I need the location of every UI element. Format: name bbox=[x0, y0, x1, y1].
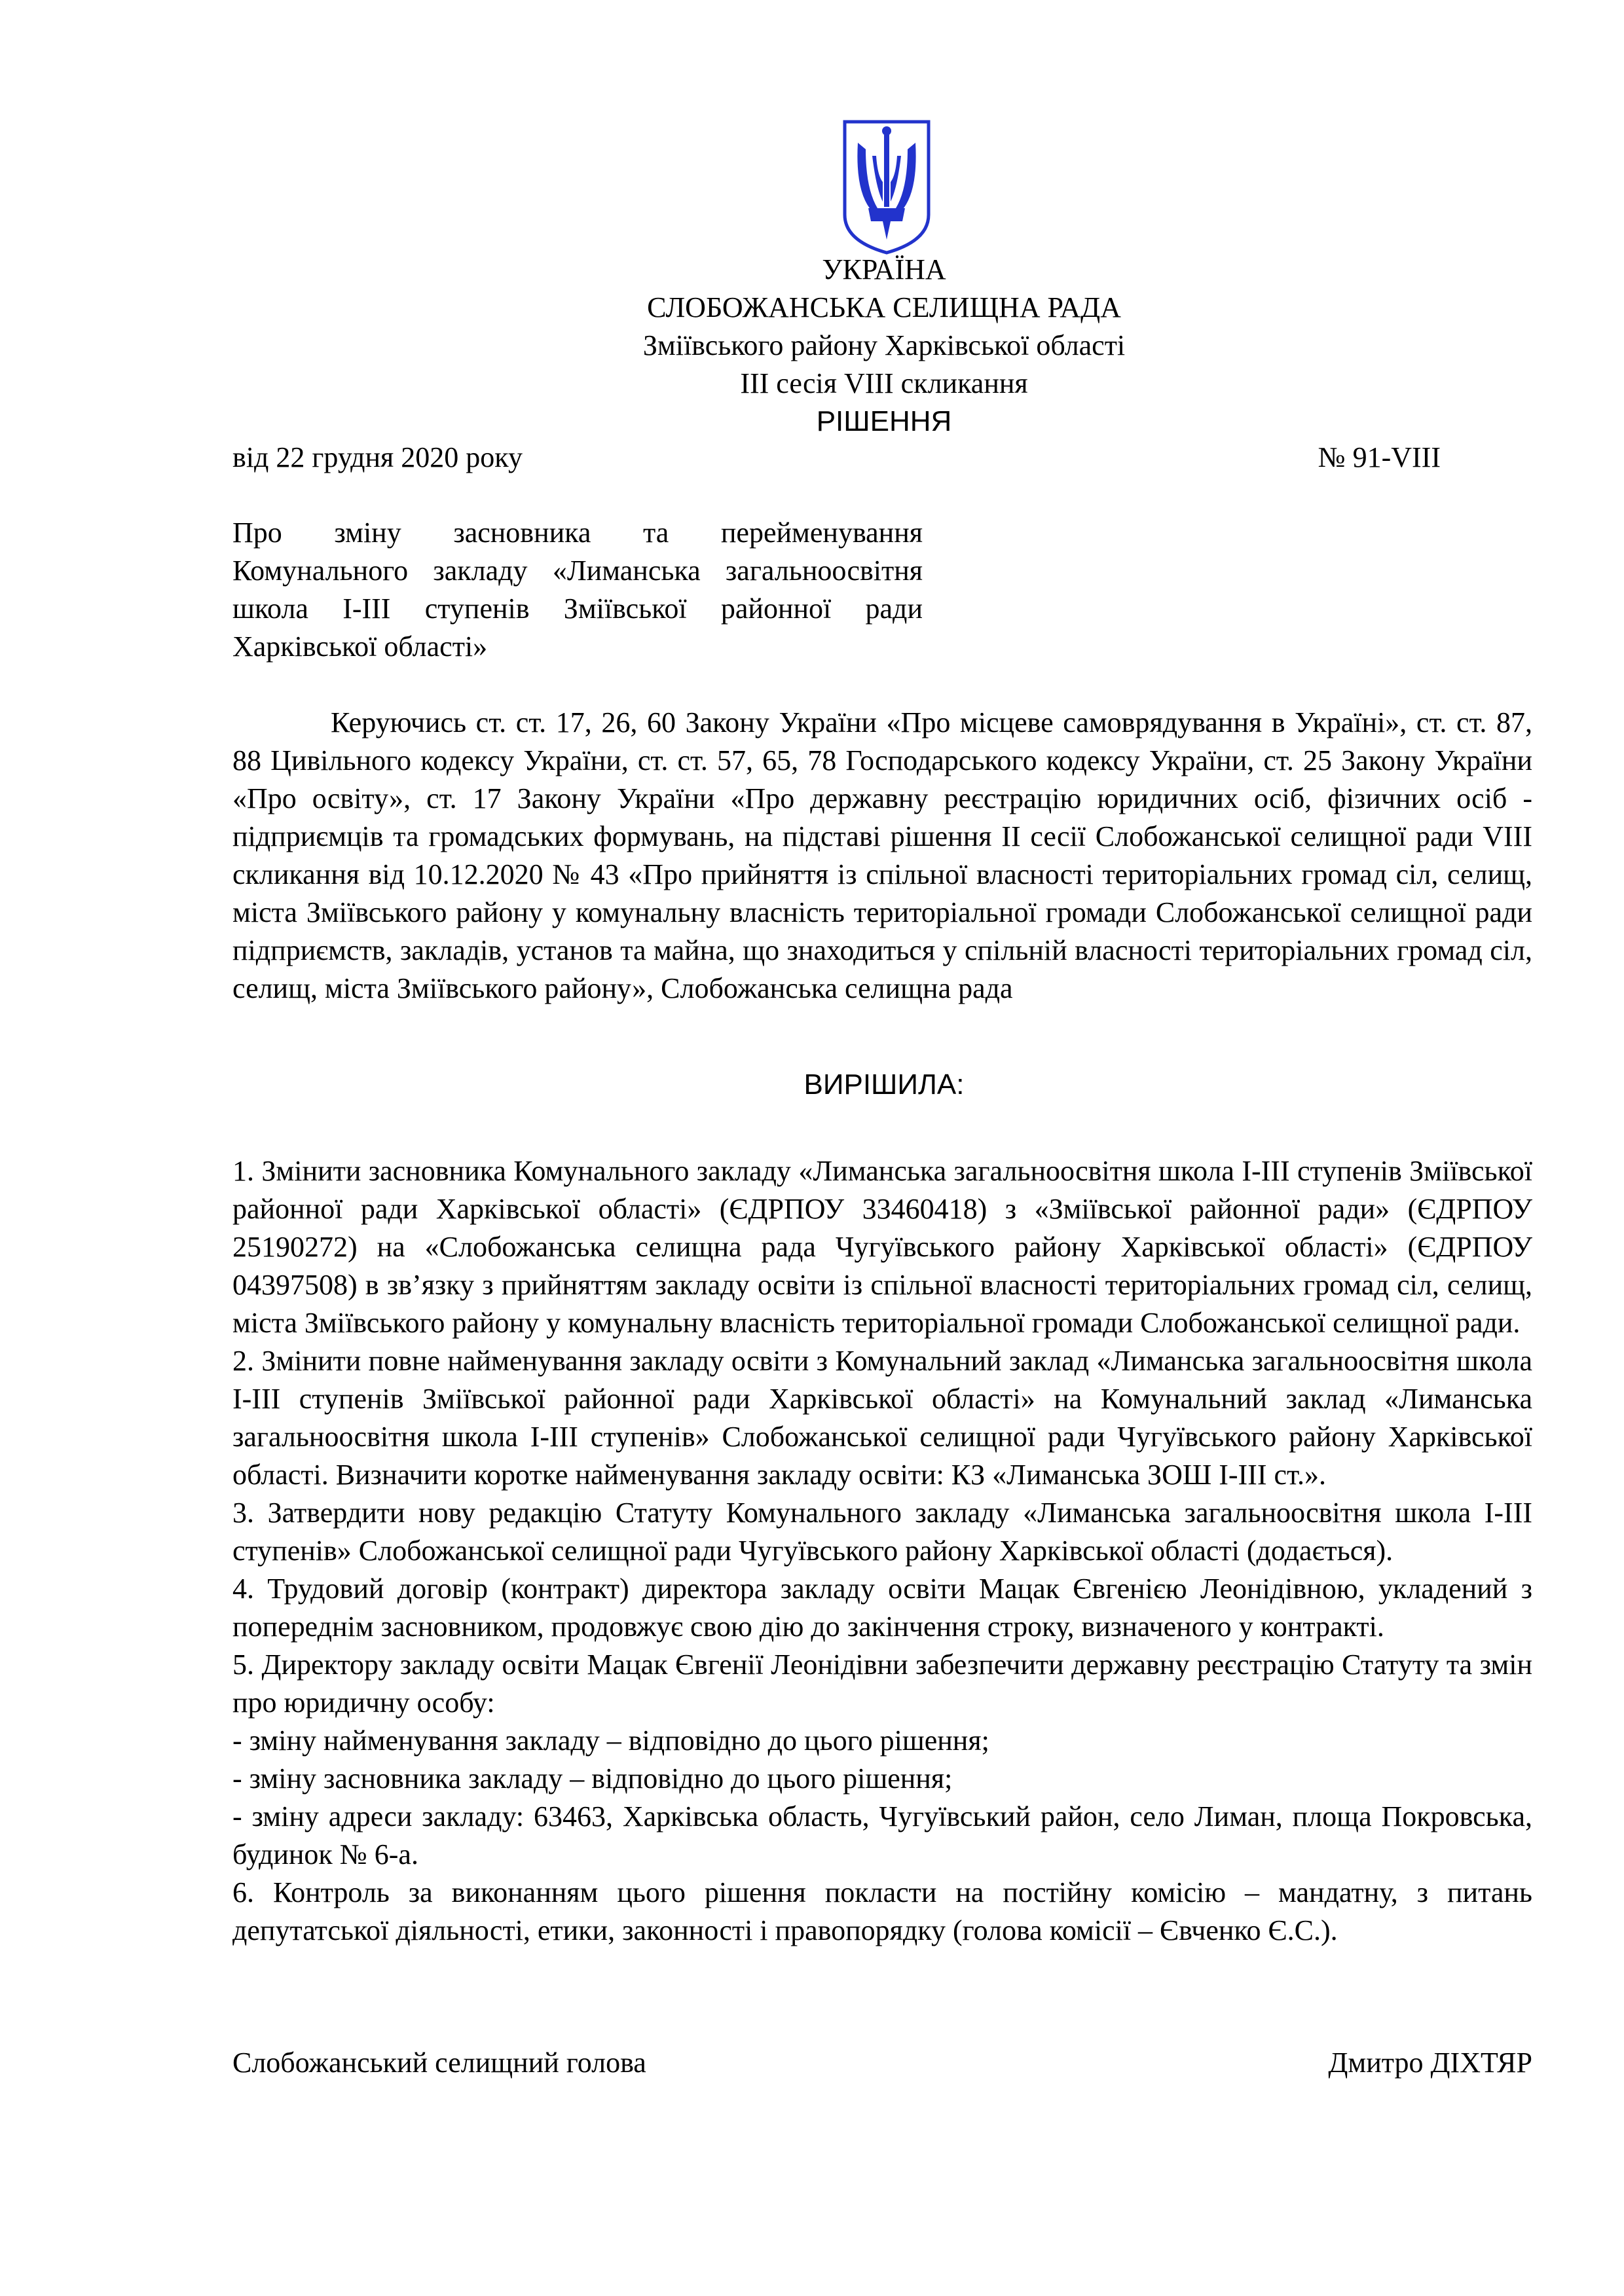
decision-subitem-address: - зміну адреси закладу: 63463, Харківська область, Чугуївський район, село Лиман, площа Покровська, будинок № 6-а. bbox=[232, 1800, 1532, 1870]
decision-item-6: 6. Контроль за виконанням цього рішення покласти на постійну комісію – мандатну, з питань депутатської діяльності, етики, законності і правопорядку (голова комісії – Євченко Є.С.). bbox=[232, 1876, 1532, 1946]
decision-subject: Про зміну засновника та перейменування Комунального закладу «Лиманська загальноосвітня школа І-ІІІ ступенів Зміївської районної ради Харківської області» bbox=[232, 517, 923, 663]
decision-item-5: 5. Директору закладу освіти Мацак Євгенії Леонідівни забезпечити державну реєстрацію Статуту та змін про юридичну особу: bbox=[232, 1649, 1532, 1719]
trident-coat-of-arms-icon bbox=[840, 117, 934, 258]
signatory-name: Дмитро ДІХТЯР bbox=[1328, 2047, 1532, 2079]
decision-items bbox=[232, 1152, 1532, 1950]
country-title: УКРАЇНА bbox=[822, 253, 946, 285]
preamble-block bbox=[232, 704, 1532, 1008]
session-subtitle: ІІІ сесія VIІІ скликання bbox=[740, 367, 1028, 399]
council-title: СЛОБОЖАНСЬКА СЕЛИЩНА РАДА bbox=[647, 291, 1121, 323]
preamble-text: Керуючись ст. ст. 17, 26, 60 Закону України «Про місцеве самоврядування в Україні», ст. ст. 87, 88 Цивільного кодексу України, ст. ст. 57, 65, 78 Господарського кодексу України, ст. 25 Закону України «Про освіту», ст. 17 Закону України «Про державну реєстрацію юридичних осіб, фізичних осіб - підприємців та громадських формувань, на підставі рішення ІІ сесії Слобожанської селищної ради VIII скликання від 10.12.2020 № 43 «Про прийняття із спільної власності територіальних громад сіл, селищ, міста Зміївського району у комунальну власність територіальної громади Слобожанської селищної ради підприємств, закладів, установ та майна, що знаходиться у спільній власності територіальних громад сіл, селищ, міста Зміївського району», Слобожанська селищна рада bbox=[232, 706, 1532, 1004]
signatory-position: Слобожанський селищний голова bbox=[232, 2047, 646, 2079]
signature-row bbox=[232, 2044, 1532, 2082]
region-subtitle: Зміївського району Харківської області bbox=[642, 329, 1126, 361]
decision-subitem-name: - зміну найменування закладу – відповідно до цього рішення; bbox=[232, 1724, 989, 1757]
decided-heading: ВИРІШИЛА: bbox=[803, 1068, 965, 1101]
decision-item-3: 3. Затвердити нову редакцію Статуту Комунального закладу «Лиманська загальноосвітня школа І-ІІІ ступенів» Слобожанської селищної ради Чугуївського району Харківської області (додається). bbox=[232, 1497, 1532, 1567]
decision-item-4: 4. Трудовий договір (контракт) директора закладу освіти Мацак Євгенією Леонідівною, укладений з попереднім засновником, продовжує свою дію до закінчення строку, визначеного у контракті. bbox=[232, 1573, 1532, 1643]
decision-date: від 22 грудня 2020 року bbox=[232, 441, 523, 473]
date-number-row bbox=[232, 439, 1441, 477]
decision-item-2: 2. Змінити повне найменування закладу освіти з Комунальний заклад «Лиманська загальноосвітня школа І-ІІІ ступенів Зміївської районної ради Харківської області» на Комунальний заклад «Лиманська загальноосвітня школа І-ІІІ ступенів» Слобожанської селищної ради Чугуївського району Харківської області. Визначити коротке найменування закладу освіти: КЗ «Лиманська ЗОШ І-ІІІ ст.». bbox=[232, 1345, 1532, 1491]
decision-item-1: 1. Змінити засновника Комунального закладу «Лиманська загальноосвітня школа І-ІІІ ступенів Зміївської районної ради Харківської області» (ЄДРПОУ 33460418) з «Зміївської районної ради» (ЄДРПОУ 25190272) на «Слобожанська селищна рада Чугуївського району Харківської області» (ЄДРПОУ 04397508) в зв’язку з прийняттям закладу освіти із спільної власності територіальних громад сіл, селищ, міста Зміївського району у комунальну власність територіальної громади Слобожанської селищної ради. bbox=[232, 1155, 1532, 1339]
decision-number: № 91-VIIІ bbox=[1318, 441, 1441, 473]
document-type-title: РІШЕННЯ bbox=[816, 405, 952, 437]
decision-subitem-founder: - зміну засновника закладу – відповідно до цього рішення; bbox=[232, 1762, 953, 1795]
